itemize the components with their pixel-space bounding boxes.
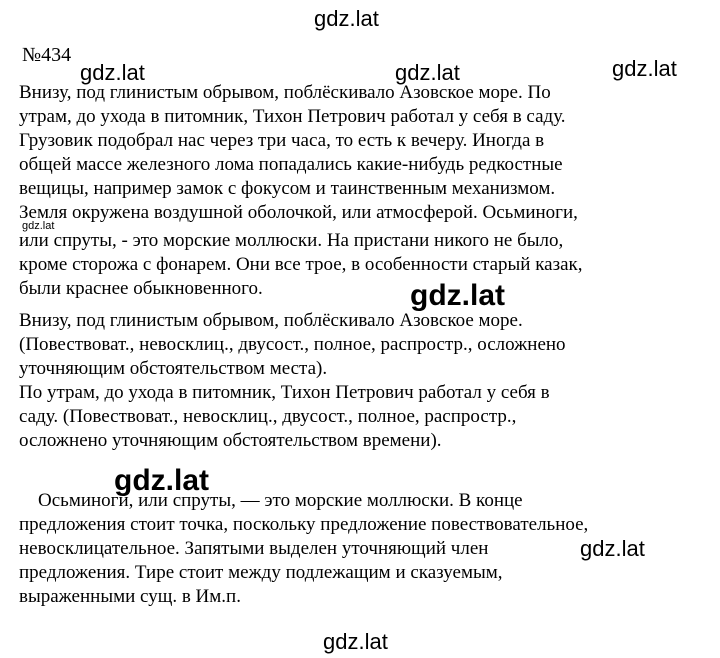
text-line: утрам, до ухода в питомник, Тихон Петрович работал у себя в саду. [19, 106, 566, 127]
watermark-right: gdz.lat [612, 56, 677, 81]
watermark-center: gdz.lat [395, 60, 460, 85]
text-line: предложения. Тире стоит между подлежащим и сказуемым, [19, 562, 503, 583]
text-line: общей массе железного лома попадались какие-нибудь редкостные [19, 154, 563, 175]
text-line: осложнено уточняющим обстоятельством времени). [19, 430, 442, 451]
watermark-bold-middle: gdz.lat [410, 279, 505, 312]
watermark-top: gdz.lat [314, 6, 379, 31]
text-line: выраженными сущ. в Им.п. [19, 586, 241, 607]
text-line: Внизу, под глинистым обрывом, поблёскивало Азовское море. [19, 310, 523, 331]
watermark-bottom: gdz.lat [323, 629, 388, 654]
text-line: Осьминоги, или спруты, — это морские моллюски. В конце [19, 490, 523, 511]
text-line: невосклицательное. Запятыми выделен уточняющий член [19, 538, 489, 559]
text-line: саду. (Повествоват., невосклиц., двусост., полное, распростр., [19, 406, 517, 427]
text-line: были краснее обыкновенного. [19, 278, 263, 299]
text-line: (Повествоват., невосклиц., двусост., полное, распростр., осложнено [19, 334, 566, 355]
watermark-small: gdz.lat [22, 220, 55, 232]
text-line: Внизу, под глинистым обрывом, поблёскивало Азовское море. По [19, 82, 551, 103]
watermark-bold-lower: gdz.lat [114, 464, 209, 497]
text-line: Земля окружена воздушной оболочкой, или атмосферой. Осьминоги, [19, 202, 578, 223]
text-line: или спруты, - это морские моллюски. На пристани никого не было, [19, 230, 564, 251]
watermark-left: gdz.lat [80, 60, 145, 85]
text-line: По утрам, до ухода в питомник, Тихон Петрович работал у себя в [19, 382, 550, 403]
exercise-number: №434 [22, 44, 72, 66]
text-line: уточняющим обстоятельством места). [19, 358, 328, 379]
text-line: вещицы, например замок с фокусом и таинственным механизмом. [19, 178, 556, 199]
text-line: Грузовик подобрал нас через три часа, то есть к вечеру. Иногда в [19, 130, 545, 151]
watermark-lower-right: gdz.lat [580, 536, 645, 561]
text-line: кроме сторожа с фонарем. Они все трое, в особенности старый казак, [19, 254, 583, 275]
text-line: предложения стоит точка, поскольку предложение повествовательное, [19, 514, 589, 535]
